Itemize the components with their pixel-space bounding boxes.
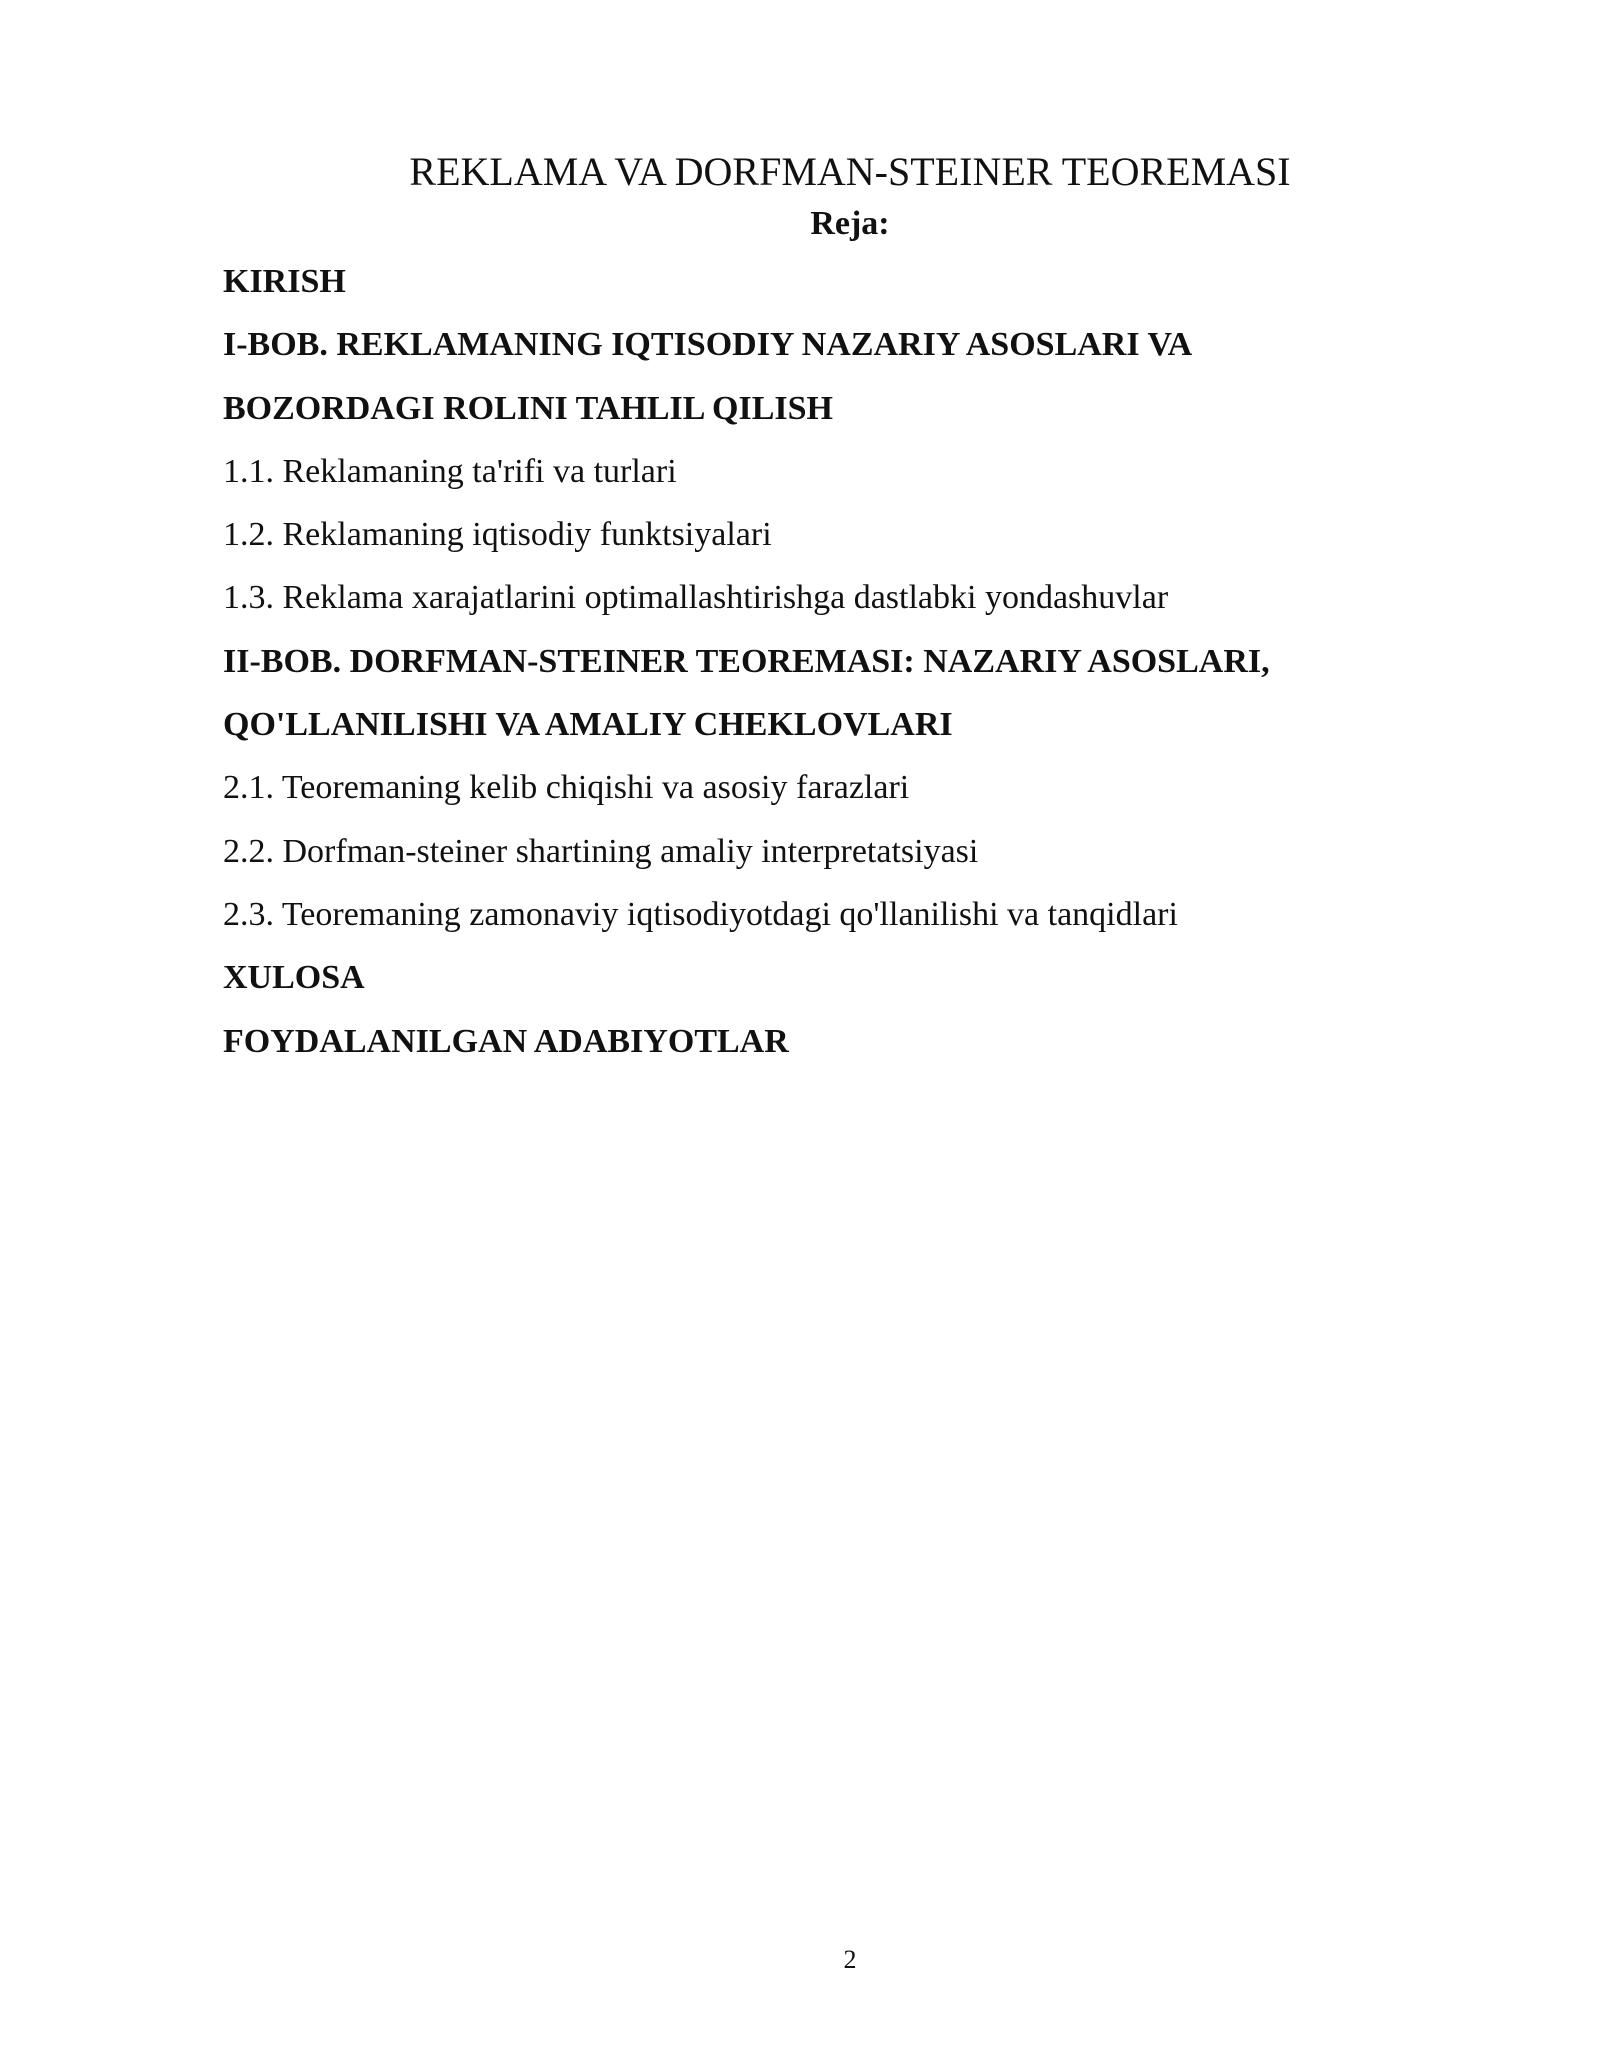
toc-item-section-2-3: 2.3. Teoremaning zamonaviy iqtisodiyotdagi qo'llanilishi va tanqidlari: [223, 895, 1178, 933]
toc-item-section-1-1: 1.1. Reklamaning ta'rifi va turlari: [223, 452, 677, 490]
toc-item-references: FOYDALANILGAN ADABIYOTLAR: [223, 1022, 789, 1060]
toc-item-conclusion: XULOSA: [223, 959, 365, 997]
toc-item-section-1-3: 1.3. Reklama xarajatlarini optimallashtirishga dastlabki yondashuvlar: [223, 579, 1169, 617]
toc-item-section-1-2: 1.2. Reklamaning iqtisodiy funktsiyalari: [223, 516, 772, 554]
toc-item-chapter-2-title-line-2: QO'LLANILISHI VA AMALIY CHEKLOVLARI: [223, 706, 953, 744]
toc-item-section-2-2: 2.2. Dorfman-steiner shartining amaliy interpretatsiyasi: [223, 832, 979, 870]
toc-item-introduction: KIRISH: [223, 263, 346, 300]
toc-item-section-2-1: 2.1. Teoremaning kelib chiqishi va asosiy farazlari: [223, 769, 910, 807]
toc-item-chapter-1-title-line-2: BOZORDAGI ROLINI TAHLIL QILISH: [223, 389, 833, 427]
toc-item-chapter-1-title-line-1: I-BOB. REKLAMANING IQTISODIY NAZARIY ASOSLARI VA: [223, 326, 1193, 364]
page-number: 2: [843, 1945, 857, 1974]
plan-heading: Reja:: [810, 205, 890, 242]
toc-item-chapter-2-title-line-1: II-BOB. DORFMAN-STEINER TEOREMASI: NAZARIY ASOSLARI,: [223, 642, 1270, 680]
document-title: REKLAMA VA DORFMAN-STEINER TEOREMASI: [409, 149, 1291, 194]
table-of-contents: [223, 250, 1423, 1073]
